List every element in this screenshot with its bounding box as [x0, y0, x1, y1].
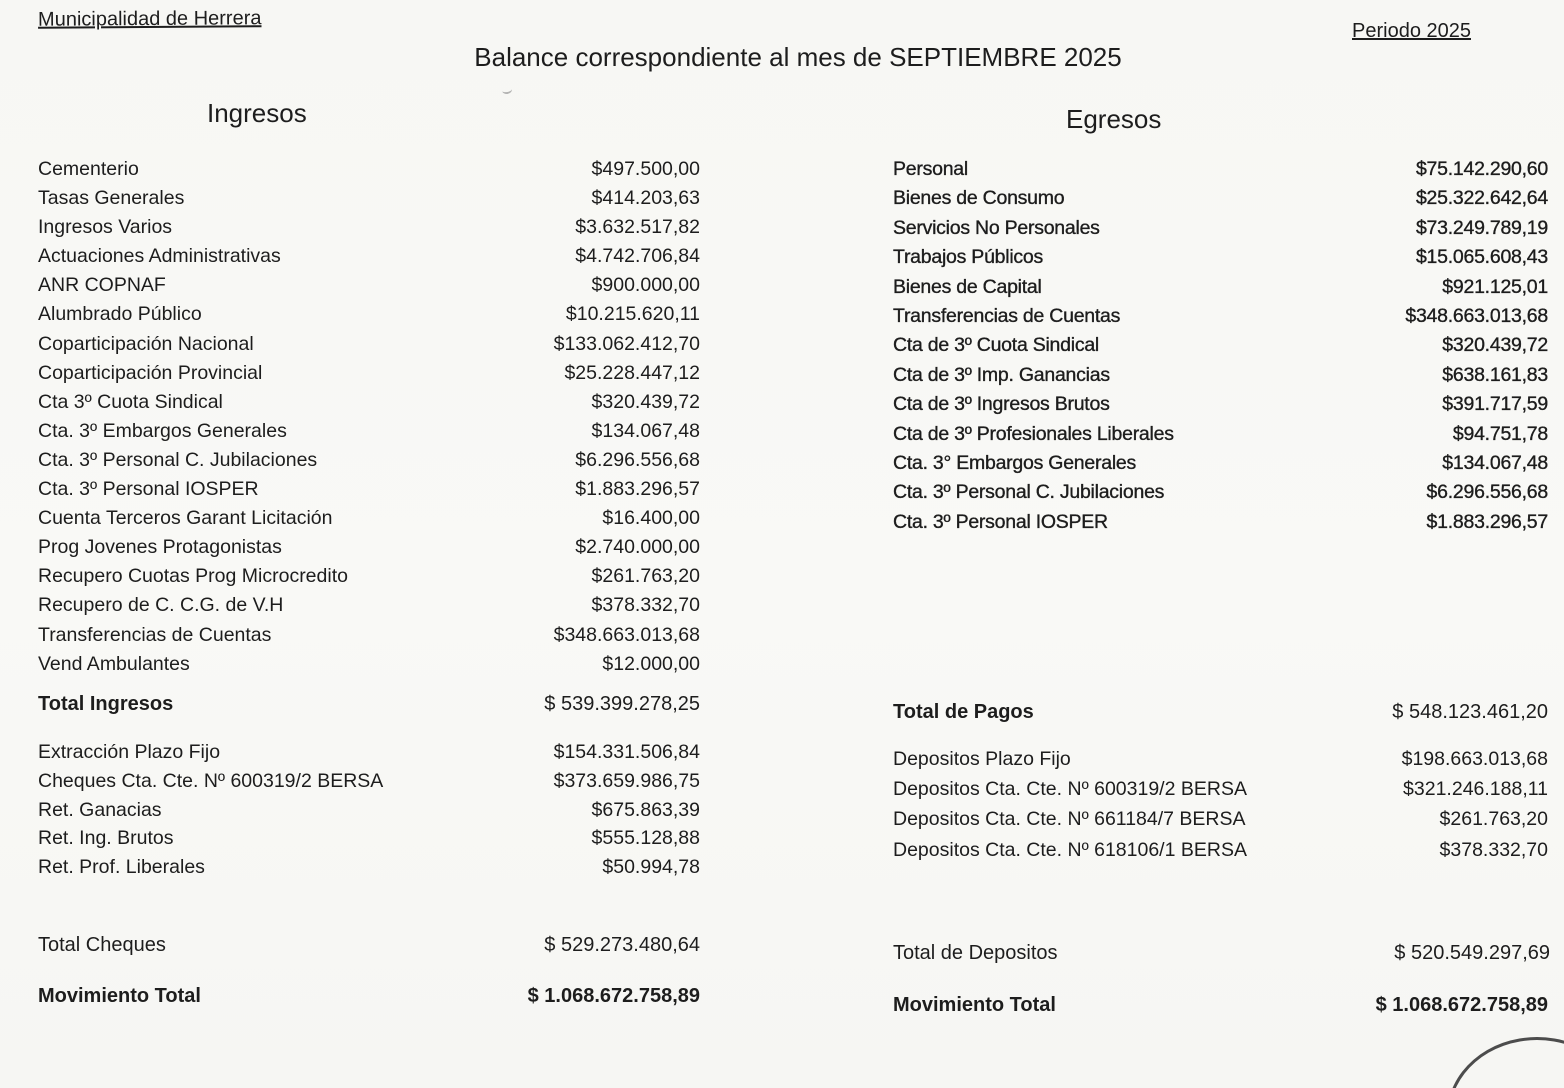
total-pagos-row [893, 701, 1548, 724]
movimiento-total-label: Movimiento Total [893, 994, 1056, 1016]
entry-label: Cementerio [38, 158, 139, 180]
entry-label: Trabajos Públicos [893, 246, 1044, 269]
ingresos-row [38, 362, 700, 391]
egresos-row [893, 423, 1548, 452]
scan-artifact-mark [501, 85, 512, 95]
entry-label: Extracción Plazo Fijo [38, 741, 221, 763]
page-title: Balance correspondiente al mes de SEPTIEMBRE 2025 [474, 42, 1122, 72]
entry-label: Actuaciones Administrativas [38, 245, 281, 268]
egresos-row [893, 187, 1548, 216]
entry-label: Servicios No Personales [893, 216, 1100, 239]
ingresos-row [38, 449, 700, 478]
entry-amount: $134.067,48 [1442, 451, 1548, 474]
total-depositos-amount: $ 520.549.297,69 [1394, 942, 1550, 964]
entry-amount: $921.125,01 [1442, 275, 1548, 298]
egresos-row [893, 511, 1548, 540]
entry-label: Cta. 3º Personal C. Jubilaciones [893, 481, 1165, 504]
entry-label: Cta. 3° Embargos Generales [893, 451, 1137, 474]
entry-label: Cheques Cta. Cte. Nº 600319/2 BERSA [38, 769, 384, 792]
entry-label: Recupero de C. C.G. de V.H [38, 594, 284, 617]
entry-amount: $2.740.000,00 [575, 536, 700, 559]
ingresos-section-heading: Ingresos [207, 98, 307, 128]
movimiento-total-amount: $ 1.068.672.758,89 [1375, 994, 1548, 1016]
entry-label: Cta de 3º Profesionales Liberales [893, 422, 1174, 445]
ingresos-bank-list [38, 741, 700, 885]
entry-amount: $391.717,59 [1442, 393, 1548, 416]
total-cheques-amount: $ 529.273.480,64 [544, 934, 700, 956]
ingresos-bank-row [38, 741, 700, 770]
entry-amount: $378.332,70 [591, 594, 700, 617]
period-label: Periodo 2025 [1352, 20, 1471, 42]
egresos-bank-list [893, 748, 1548, 869]
entry-label: Personal [893, 158, 968, 180]
entry-amount: $10.215.620,11 [565, 303, 700, 326]
total-cheques-row [38, 934, 700, 957]
entry-label: Cta. 3º Personal C. Jubilaciones [38, 448, 318, 471]
entry-label: Cta 3º Cuota Sindical [38, 390, 223, 413]
entry-label: Cuenta Terceros Garant Licitación [38, 507, 333, 530]
ingresos-bank-row [38, 770, 700, 799]
entry-amount: $321.246.188,11 [1403, 778, 1548, 801]
ingresos-row [38, 653, 700, 682]
egresos-section-heading: Egresos [1066, 104, 1162, 134]
entry-amount: $133.062.412,70 [553, 332, 700, 355]
entry-label: Depositos Cta. Cte. Nº 600319/2 BERSA [893, 778, 1247, 801]
entry-label: Ret. Ganacias [38, 798, 162, 821]
movimiento-total-label: Movimiento Total [38, 985, 201, 1007]
entry-label: Tasas Generales [38, 187, 185, 210]
entry-amount: $348.663.013,68 [1405, 304, 1548, 327]
entry-amount: $261.763,20 [591, 565, 700, 588]
ingresos-row [38, 594, 700, 623]
total-cheques-label: Total Cheques [38, 934, 166, 956]
egresos-row [893, 334, 1548, 363]
egresos-bank-row [893, 778, 1548, 808]
entry-amount: $414.203,63 [591, 187, 700, 210]
entry-amount: $348.663.013,68 [553, 623, 700, 646]
entry-amount: $15.065.608,43 [1415, 246, 1548, 269]
ingresos-row [38, 420, 700, 449]
total-ingresos-amount: $ 539.399.278,25 [544, 693, 700, 715]
total-depositos-row [893, 942, 1550, 965]
total-depositos-label: Total de Depositos [893, 942, 1058, 964]
ingresos-list [38, 158, 700, 682]
entry-label: Cta de 3º Cuota Sindical [893, 334, 1099, 357]
stamp-outline [1447, 1037, 1564, 1088]
entry-label: Transferencias de Cuentas [38, 623, 272, 646]
ingresos-row [38, 303, 700, 332]
entry-amount: $50.994,78 [602, 856, 700, 879]
entry-label: Cta de 3º Imp. Ganancias [893, 363, 1110, 386]
entry-amount: $25.228.447,12 [564, 361, 700, 384]
ingresos-row [38, 507, 700, 536]
entry-label: ANR COPNAF [38, 274, 166, 297]
entry-amount: $75.142.290,60 [1415, 158, 1548, 180]
egresos-bank-row [893, 808, 1548, 838]
entry-label: Alumbrado Público [38, 303, 202, 326]
entry-label: Recupero Cuotas Prog Microcredito [38, 565, 348, 588]
entry-amount: $198.663.013,68 [1401, 748, 1548, 770]
movimiento-total-ingresos-row [38, 985, 700, 1008]
entry-label: Depositos Cta. Cte. Nº 618106/1 BERSA [893, 838, 1247, 861]
ingresos-row [38, 624, 700, 653]
entry-label: Transferencias de Cuentas [893, 304, 1121, 327]
entry-amount: $497.500,00 [591, 158, 700, 180]
egresos-row [893, 246, 1548, 275]
ingresos-bank-row [38, 799, 700, 828]
total-ingresos-row [38, 693, 700, 716]
entry-label: Ret. Prof. Liberales [38, 856, 205, 879]
entry-amount: $900.000,00 [591, 274, 700, 297]
entry-amount: $25.322.642,64 [1415, 187, 1548, 210]
entry-amount: $555.128,88 [591, 827, 700, 850]
entry-label: Cta de 3º Ingresos Brutos [893, 393, 1110, 416]
movimiento-total-amount: $ 1.068.672.758,89 [527, 985, 700, 1007]
entry-label: Depositos Plazo Fijo [893, 748, 1071, 770]
entry-label: Cta. 3º Embargos Generales [38, 419, 287, 442]
entry-amount: $134.067,48 [591, 419, 700, 442]
entry-amount: $1.883.296,57 [1426, 510, 1548, 533]
ingresos-row [38, 536, 700, 565]
ingresos-row [38, 274, 700, 303]
entry-amount: $12.000,00 [602, 652, 700, 675]
egresos-bank-row [893, 839, 1548, 869]
entry-label: Prog Jovenes Protagonistas [38, 536, 282, 559]
egresos-row [893, 452, 1548, 481]
entry-label: Coparticipación Nacional [38, 332, 254, 355]
egresos-list [893, 158, 1548, 540]
egresos-row [893, 276, 1548, 305]
egresos-row [893, 158, 1548, 187]
entry-amount: $638.161,83 [1442, 363, 1548, 386]
entry-amount: $675.863,39 [591, 798, 700, 821]
entry-label: Ingresos Varios [38, 216, 173, 239]
entry-label: Cta. 3º Personal IOSPER [38, 478, 259, 501]
entry-amount: $6.296.556,68 [1426, 481, 1548, 504]
movimiento-total-egresos-row [893, 994, 1548, 1017]
ingresos-row [38, 333, 700, 362]
ingresos-row [38, 391, 700, 420]
entry-label: Bienes de Capital [893, 275, 1042, 298]
ingresos-row [38, 216, 700, 245]
organization-name: Municipalidad de Herrera [37, 7, 262, 31]
entry-amount: $320.439,72 [591, 390, 700, 413]
egresos-row [893, 305, 1548, 334]
entry-amount: $94.751,78 [1452, 422, 1548, 445]
ingresos-row [38, 478, 700, 507]
egresos-row [893, 217, 1548, 246]
entry-amount: $378.332,70 [1439, 838, 1548, 861]
entry-label: Bienes de Consumo [893, 187, 1065, 210]
entry-label: Coparticipación Provincial [38, 361, 263, 384]
entry-amount: $261.763,20 [1439, 808, 1548, 831]
entry-label: Vend Ambulantes [38, 652, 190, 675]
entry-amount: $16.400,00 [602, 507, 700, 530]
entry-amount: $6.296.556,68 [575, 448, 700, 471]
egresos-row [893, 364, 1548, 393]
entry-label: Depositos Cta. Cte. Nº 661184/7 BERSA [893, 808, 1246, 831]
ingresos-bank-row [38, 827, 700, 856]
egresos-row [893, 481, 1548, 510]
entry-amount: $4.742.706,84 [575, 245, 700, 268]
egresos-bank-row [893, 748, 1548, 778]
entry-label: Cta. 3º Personal IOSPER [893, 510, 1108, 533]
entry-amount: $154.331.506,84 [553, 741, 700, 763]
ingresos-bank-row [38, 856, 700, 885]
entry-amount: $373.659.986,75 [553, 769, 700, 792]
entry-amount: $73.249.789,19 [1415, 216, 1548, 239]
ingresos-row [38, 245, 700, 274]
ingresos-row [38, 565, 700, 594]
ingresos-row [38, 187, 700, 216]
entry-amount: $3.632.517,82 [575, 216, 700, 239]
total-ingresos-label: Total Ingresos [38, 693, 174, 715]
egresos-row [893, 393, 1548, 422]
entry-amount: $1.883.296,57 [575, 478, 700, 501]
total-pagos-label: Total de Pagos [893, 701, 1034, 723]
entry-amount: $320.439,72 [1442, 334, 1548, 357]
entry-label: Ret. Ing. Brutos [38, 827, 174, 850]
total-pagos-amount: $ 548.123.461,20 [1392, 701, 1548, 723]
ingresos-row [38, 158, 700, 187]
